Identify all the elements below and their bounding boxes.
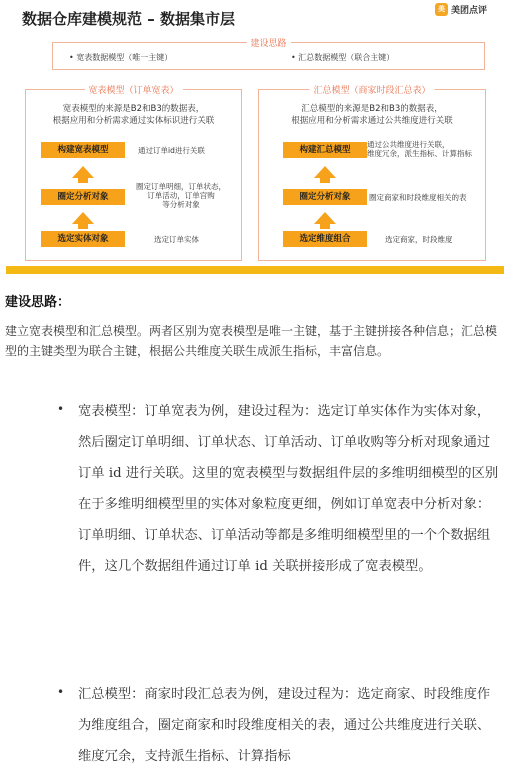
up-arrow-icon (72, 212, 94, 224)
meituan-logo-icon: 美团 (435, 3, 448, 16)
step-note: 通过公共维度进行关联， 维度冗余，派生指标、计算指标 (367, 140, 472, 158)
idea-title: 建设思路 (246, 36, 290, 49)
step-build-wide: 构建宽表模型 (41, 142, 125, 158)
slide-title: 数据仓库建模规范 – 数据集市层 (22, 10, 235, 28)
idea-item-aggregate: • 汇总数据模型（联合主键） (291, 53, 395, 62)
up-arrow-icon (72, 166, 94, 178)
meituan-logo (435, 3, 487, 26)
wide-panel-desc: 宽表模型的来源是B2和B3的数据表， 根据应用和分析需求通过实体标识进行关联 (52, 104, 215, 126)
slide-image (0, 0, 511, 266)
step-note: 圈定商家和时段维度相关的表 (369, 193, 467, 202)
bullet-icon: • (57, 685, 65, 699)
bullet-text-wide: 宽表模型：订单宽表为例，建设过程为：选定订单实体作为实体对象，然后圈定订单明细、订单状态、订单活动、订单收购等分析对现象通过订单 id 进行关联。这里的宽表模型与数据组件层的多维明细模型的区别在于多维明细模型里的实体对象粒度更细，例如订单宽表中分析对象：订单明细、订单状态、订单活动等都是多维明细模型里的一个个数据组件，这几个数据组件通过订单 id 关联拼接形成了宽表模型。 (78, 404, 499, 574)
wide-panel-title: 宽表模型（订单宽表） (84, 83, 182, 96)
logo-text: 美团点评 (450, 6, 487, 16)
step-note: 选定商家，时段维度 (385, 235, 453, 244)
agg-panel-desc: 汇总模型的来源是B2和B3的数据表， 根据应用和分析需求通过公共维度进行关联 (291, 104, 453, 126)
step-note: 选定订单实体 (154, 235, 199, 244)
bullet-icon: • (57, 402, 65, 416)
step-build-aggregate: 构建汇总模型 (283, 142, 367, 158)
section-heading: 建设思路： (5, 295, 71, 310)
intro-paragraph: 建立宽表模型和汇总模型。两者区别为宽表模型是唯一主键，基于主键拼接各种信息；汇总模型的主键类型为联合主键，根据公共维度关联生成派生指标，丰富信息。 (5, 324, 498, 358)
step-select-analysis: 圈定分析对象 (283, 189, 367, 205)
agg-panel-title: 汇总模型（商家时段汇总表） (309, 83, 434, 96)
step-note: 圈定订单明细，订单状态， 订单活动，订单宫购 等分析对象 (136, 182, 226, 209)
divider-bar (6, 266, 504, 274)
up-arrow-icon (314, 212, 336, 224)
step-select-dimension: 选定维度组合 (283, 231, 367, 247)
step-note: 通过订单id进行关联 (138, 146, 205, 155)
bullet-text-aggregate: 汇总模型：商家时段汇总表为例，建设过程为：选定商家、时段维度作为维度组合，圈定商家和时段维度相关的表，通过公共维度进行关联、维度冗余，支持派生指标、计算指标 (78, 687, 491, 764)
wide-model-panel (25, 86, 242, 261)
aggregate-model-panel (258, 86, 486, 261)
idea-box (52, 39, 485, 70)
up-arrow-icon (314, 166, 336, 178)
step-select-entity: 选定实体对象 (41, 231, 125, 247)
step-select-analysis: 圈定分析对象 (41, 189, 125, 205)
idea-item-wide: • 宽表数据模型（唯一主键） (69, 53, 173, 62)
